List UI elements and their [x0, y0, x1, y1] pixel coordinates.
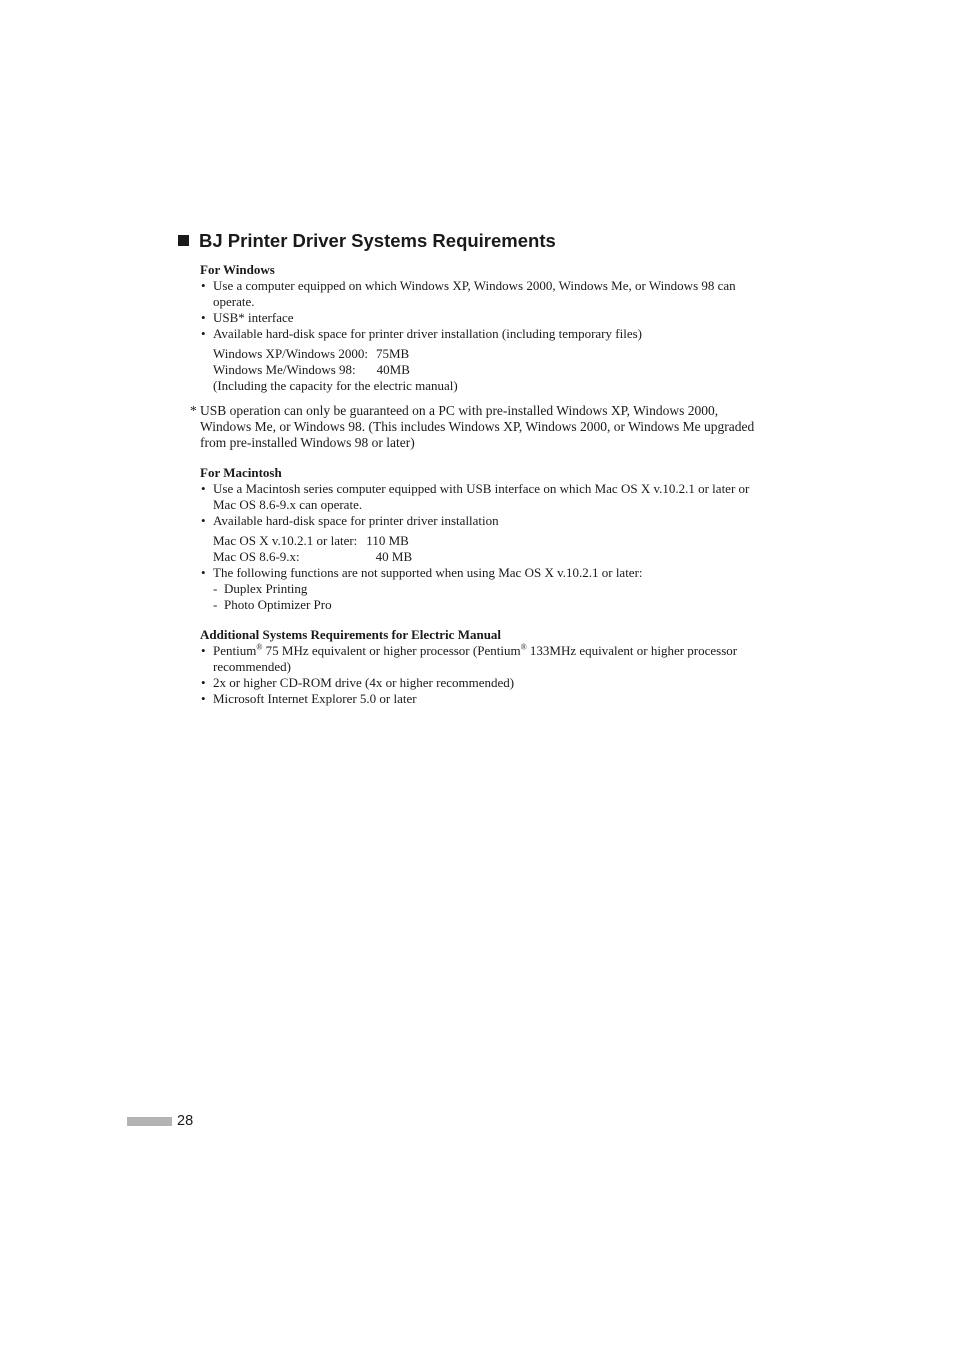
list-item: • USB* interface	[200, 310, 770, 326]
macintosh-disk-space-table	[200, 533, 770, 565]
square-bullet-icon	[178, 235, 189, 246]
usb-footnote	[190, 403, 770, 451]
registered-mark: ®	[256, 642, 263, 652]
footnote-mark: *	[190, 403, 197, 418]
spec-row	[213, 362, 770, 378]
list-item: - Duplex Printing	[213, 581, 770, 597]
list-item: • Microsoft Internet Explorer 5.0 or later	[200, 691, 770, 707]
spec-label: Mac OS 8.6-9.x:	[213, 549, 300, 564]
spec-value: 40 MB	[375, 549, 413, 564]
spec-row	[213, 533, 770, 549]
list-item: • Available hard-disk space for printer driver installation	[200, 513, 770, 529]
manual-subheading: Additional Systems Requirements for Electric Manual	[200, 627, 502, 642]
spec-row	[213, 346, 770, 362]
section-heading-text: BJ Printer Driver Systems Requirements	[199, 230, 556, 251]
registered-mark: ®	[520, 642, 527, 652]
spec-value: 110 MB	[366, 533, 409, 548]
spec-value: 40MB	[376, 362, 410, 377]
list-item: • Available hard-disk space for printer driver installation (including temporary files)	[200, 326, 770, 342]
windows-disk-space-table	[200, 346, 770, 394]
list-item: - Photo Optimizer Pro	[213, 597, 770, 613]
windows-requirements-list	[200, 278, 770, 342]
spec-label: Windows XP/Windows 2000:	[213, 346, 368, 361]
section-heading	[178, 229, 556, 253]
spec-label: Windows Me/Windows 98:	[213, 362, 356, 377]
list-item: • 2x or higher CD-ROM drive (4x or higher recommended)	[200, 675, 770, 691]
page-number: 28	[177, 1113, 194, 1129]
list-item: • Pentium® 75 MHz equivalent or higher processor (Pentium® 133MHz equivalent or higher processor recommended)	[200, 643, 770, 675]
macintosh-unsupported-list	[200, 565, 770, 581]
macintosh-subheading: For Macintosh	[200, 465, 282, 480]
manual-requirements-list	[200, 643, 770, 707]
unsupported-functions-list	[200, 581, 770, 613]
list-item: • The following functions are not supported when using Mac OS X v.10.2.1 or later:	[200, 565, 770, 581]
spec-label: Mac OS X v.10.2.1 or later:	[213, 533, 358, 548]
requirements-content	[190, 262, 770, 707]
spec-row	[213, 549, 770, 565]
spec-note: (Including the capacity for the electric manual)	[213, 378, 458, 393]
footnote-text: USB operation can only be guaranteed on a PC with pre-installed Windows XP, Windows 2000, Windows Me, or Windows 98. (This includes Windows XP, Windows 2000, or Windows Me upgraded from pre-installed Windows 98 or later)	[200, 403, 755, 450]
page-footer	[127, 1111, 193, 1131]
list-item: • Use a computer equipped on which Windows XP, Windows 2000, Windows Me, or Windows 98 can operate.	[200, 278, 770, 310]
macintosh-requirements-list	[200, 481, 770, 529]
spec-value: 75MB	[375, 346, 410, 361]
windows-subheading: For Windows	[200, 262, 275, 277]
footer-bar	[127, 1117, 172, 1126]
list-item: • Use a Macintosh series computer equipped with USB interface on which Mac OS X v.10.2.1 or later or Mac OS 8.6-9.x can operate.	[200, 481, 770, 513]
